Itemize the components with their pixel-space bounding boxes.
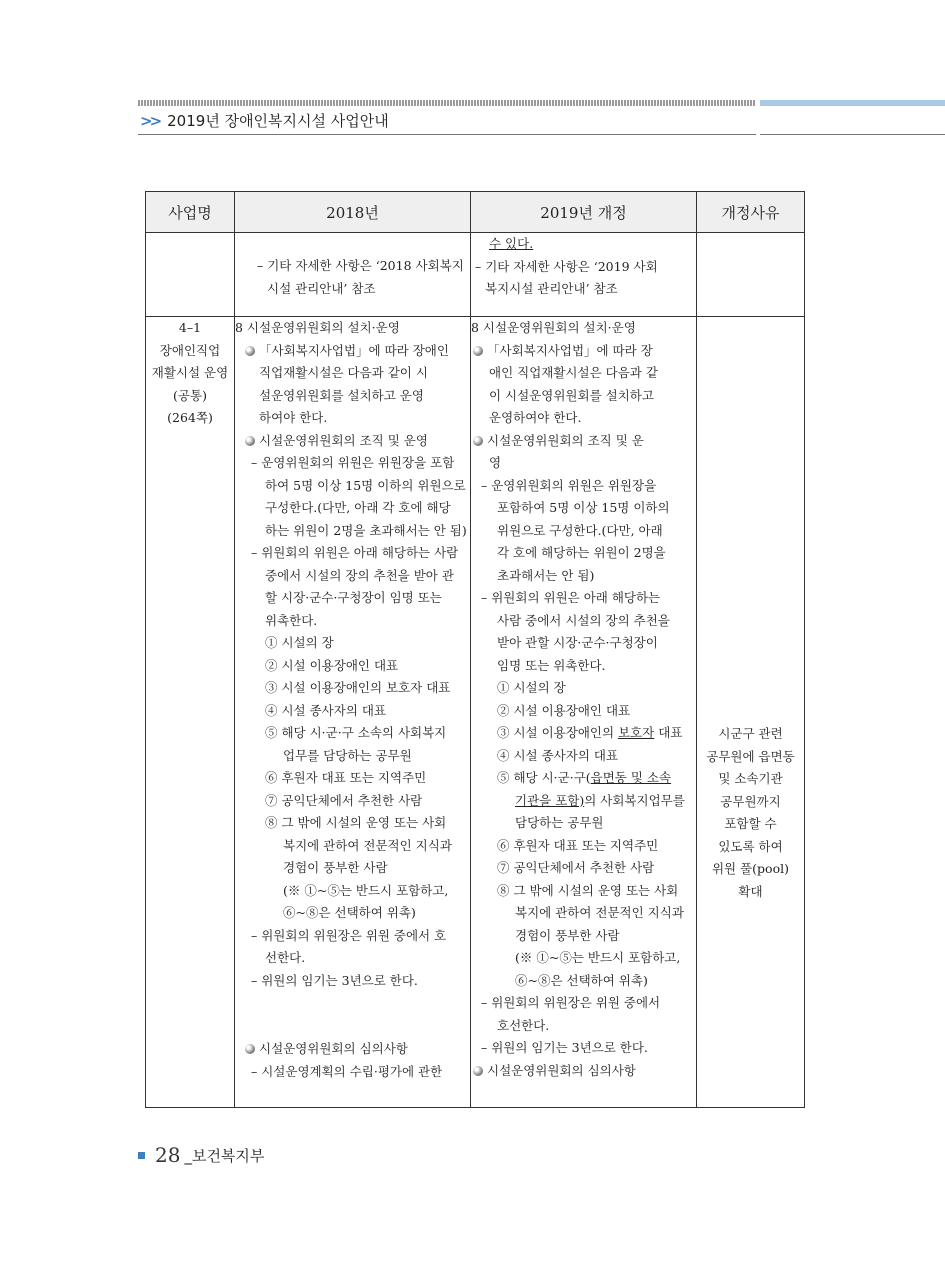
text-line: 재활시설 운영 (151, 365, 229, 380)
text-span: ⑤ 해당 시·군·구( (497, 770, 591, 785)
text-line: (※ ①~⑤는 반드시 포함하고, (283, 882, 449, 898)
bullet-icon (473, 436, 483, 446)
footer-organization: _보건복지부 (184, 1146, 265, 1165)
text-line: 수 있다. (489, 236, 534, 251)
text-line: 위원 풀(pool) (711, 861, 789, 876)
page-footer (138, 1143, 264, 1167)
header-divider-right (760, 134, 945, 135)
text-line: 시설운영위원회의 조직 및 운 (487, 432, 644, 448)
text-line: ⑧ 그 밖에 시설의 운영 또는 사회 (265, 815, 447, 830)
text-line: 포함할 수 (724, 816, 777, 831)
text-line: 확대 (738, 883, 763, 899)
comparison-table (145, 191, 805, 1108)
text-line: ⑧ 그 밖에 시설의 운영 또는 사회 (497, 882, 679, 898)
text-line: ⑦ 공익단체에서 추천한 사람 (265, 792, 423, 808)
text-line: 임명 또는 위촉한다. (497, 657, 606, 673)
text-line: 호선한다. (497, 1017, 550, 1033)
text-line (471, 790, 696, 813)
text-line: 직업재활시설은 다음과 같이 시 (259, 365, 428, 380)
text-line: 운영하여야 한다. (489, 410, 582, 425)
text-line: 위원으로 구성한다.(다만, 아래 (497, 522, 663, 538)
text-line: ② 시설 이용장애인 대표 (265, 657, 399, 673)
header-title: 2019년 장애인복지시설 사업안내 (167, 112, 389, 130)
text-line: 선한다. (265, 950, 306, 965)
text-span: 의 사회복지업무를 (584, 792, 685, 808)
header-2018: 2018년 (235, 192, 471, 233)
text-line: 경험이 풍부한 사람 (283, 860, 388, 875)
double-chevron-icon: >> (140, 111, 160, 130)
text-line: – 운영위원회의 위원은 위원장을 (481, 477, 657, 493)
text-line: – 운영위원회의 위원은 위원장을 포함 (251, 455, 455, 470)
text-line: ② 시설 이용장애인 대표 (497, 702, 631, 718)
text-line: ① 시설의 장 (265, 635, 334, 650)
text-line: – 기타 자세한 사항은 ‘2019 사회 (475, 258, 658, 274)
text-line: – 기타 자세한 사항은 ‘2018 사회복지 (257, 258, 464, 273)
text-line: 시설운영위원회의 심의사항 (259, 1041, 408, 1056)
cell-project-name (146, 317, 235, 1108)
text-line: (264쪽) (167, 410, 213, 425)
text-line: 사람 중에서 시설의 장의 추천을 (497, 612, 670, 628)
page-number: 28 (155, 1143, 181, 1167)
text-line: ① 시설의 장 (497, 680, 566, 695)
text-line: 시군구 관련 (718, 726, 783, 741)
text-line: 「사회복지사업법」에 따라 장애인 (259, 342, 449, 358)
text-line: 복지에 관하여 전문적인 지식과 (283, 837, 452, 853)
text-line: – 위원회의 위원장은 위원 중에서 호 (251, 927, 447, 943)
text-line: ⑥~⑧은 선택하여 위촉) (515, 972, 648, 988)
bullet-icon (245, 1044, 255, 1054)
text-line: 공무원에 읍면동 (706, 748, 795, 764)
underlined-text: 기관을 포함) (515, 792, 585, 808)
text-line: 포함하여 5명 이상 15명 이하의 (497, 500, 670, 515)
text-line: 있도록 하여 (718, 838, 783, 854)
underlined-text: 읍면동 및 소속 (590, 770, 672, 785)
text-line: (공통) (173, 387, 207, 403)
text-line: – 위원회의 위원은 아래 해당하는 사람 (251, 545, 459, 560)
table-header-row (146, 192, 805, 233)
running-header (140, 110, 389, 131)
text-line: 장애인직업 (159, 342, 221, 358)
bullet-icon (245, 346, 255, 356)
bullet-icon (473, 1066, 483, 1076)
cell-2018-content (235, 317, 471, 1108)
header-revision-reason: 개정사유 (697, 192, 805, 233)
text-line: ④ 시설 종사자의 대표 (265, 702, 387, 718)
text-line: ④ 시설 종사자의 대표 (497, 747, 619, 763)
text-line: 애인 직업재활시설은 다음과 같 (489, 365, 658, 380)
text-line: 시설운영위원회의 심의사항 (487, 1062, 636, 1078)
text-line: 공무원까지 (720, 793, 781, 809)
text-line: 시설운영위원회의 조직 및 운영 (259, 432, 428, 448)
section-heading: 8 시설운영위원회의 설치·운영 (235, 320, 400, 335)
text-line: 시설 관리안내’ 참조 (267, 280, 376, 296)
text-line: ⑥ 후원자 대표 또는 지역주민 (265, 770, 427, 785)
table-row (146, 233, 805, 317)
header-accent-bar (760, 100, 945, 106)
text-line (471, 767, 696, 790)
underlined-text: 보호자 (618, 725, 655, 740)
text-line: 할 시장·군수·구청장이 임명 또는 (265, 590, 442, 605)
text-line: 중에서 시설의 장의 추천을 받아 관 (265, 567, 454, 583)
bullet-icon (245, 436, 255, 446)
text-line: 이 시설운영위원회를 설치하고 (489, 387, 654, 403)
text-line: 각 호에 해당하는 위원이 2명을 (497, 545, 666, 560)
text-span: 대표 (654, 725, 683, 740)
text-line: 받아 관할 시장·군수·구청장이 (497, 635, 658, 650)
text-line: 영 (489, 455, 502, 470)
text-line: 복지에 관하여 전문적인 지식과 (515, 905, 684, 920)
text-line: 위촉한다. (265, 612, 318, 628)
text-line: ⑤ 해당 시·군·구 소속의 사회복지 (265, 725, 447, 740)
text-line: 담당하는 공무원 (515, 815, 604, 830)
text-line: – 위원회의 위원장은 위원 중에서 (481, 995, 661, 1010)
header-divider (138, 134, 756, 135)
text-line: 4–1 (178, 320, 202, 335)
text-line: – 위원의 임기는 3년으로 한다. (481, 1040, 648, 1055)
text-line: 업무를 담당하는 공무원 (283, 747, 412, 763)
text-line: 복지시설 관리안내’ 참조 (485, 281, 618, 296)
cell-name-empty (146, 233, 235, 317)
text-line: ⑥ 후원자 대표 또는 지역주민 (497, 837, 659, 853)
text-line: 하는 위원이 2명을 초과해서는 안 됨) (265, 522, 467, 538)
section-heading: 8 시설운영위원회의 설치·운영 (471, 320, 636, 335)
text-line: – 시설운영계획의 수립·평가에 관한 (251, 1063, 443, 1079)
text-line: ⑦ 공익단체에서 추천한 사람 (497, 860, 655, 875)
text-line: 및 소속기관 (718, 771, 783, 786)
text-span: ③ 시설 이용장애인의 (497, 725, 619, 740)
header-2019-revision: 2019년 개정 (471, 192, 697, 233)
text-line: (※ ①~⑤는 반드시 포함하고, (515, 950, 681, 965)
cell-2019-cont (471, 233, 697, 317)
square-bullet-icon (138, 1152, 145, 1159)
text-line: 하여야 한다. (259, 410, 328, 425)
text-line: 초과해서는 안 됨) (497, 567, 595, 583)
cell-2019-content (471, 317, 697, 1108)
cell-revision-reason (697, 317, 805, 1108)
header-project-name: 사업명 (146, 192, 235, 233)
text-line: 「사회복지사업법」에 따라 장 (487, 342, 653, 358)
text-line: – 위원회의 위원은 아래 해당하는 (481, 590, 661, 605)
table-row (146, 317, 805, 1108)
cell-2018-cont (235, 233, 471, 317)
cell-reason-empty (697, 233, 805, 317)
text-line: 구성한다.(다만, 아래 각 호에 해당 (265, 500, 451, 515)
text-line: – 위원의 임기는 3년으로 한다. (251, 972, 418, 988)
text-line (471, 722, 696, 745)
text-line: ⑥~⑧은 선택하여 위촉) (283, 905, 416, 920)
bullet-icon (473, 346, 483, 356)
text-line: 설운영위원회를 설치하고 운영 (259, 387, 424, 403)
header-decor-stripe (138, 100, 756, 106)
text-line: ③ 시설 이용장애인의 보호자 대표 (265, 680, 451, 695)
text-line: 하여 5명 이상 15명 이하의 위원으로 (265, 477, 466, 493)
text-line: 경험이 풍부한 사람 (515, 927, 620, 943)
